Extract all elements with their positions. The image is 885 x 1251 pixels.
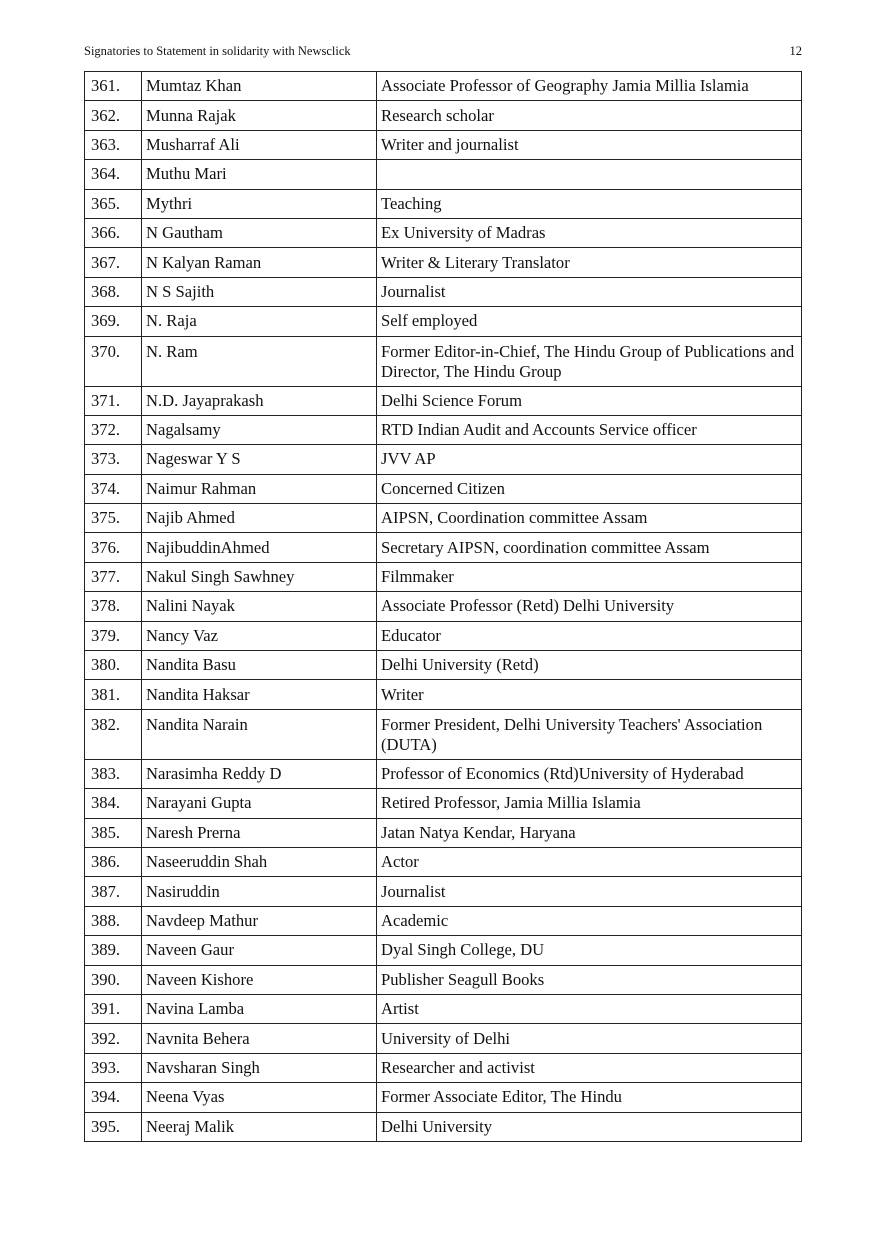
table-row (85, 818, 802, 847)
signatory-affiliation: Self employed (377, 307, 802, 336)
table-row (85, 160, 802, 189)
row-number: 370. (85, 336, 142, 386)
row-number: 395. (85, 1112, 142, 1141)
signatory-affiliation: Former President, Delhi University Teachers' Association (DUTA) (377, 709, 802, 759)
row-number: 393. (85, 1053, 142, 1082)
signatory-name: Nageswar Y S (142, 445, 377, 474)
signatory-name: Mumtaz Khan (142, 72, 377, 101)
signatory-affiliation: Jatan Natya Kendar, Haryana (377, 818, 802, 847)
signatory-name: Nandita Haksar (142, 680, 377, 709)
signatory-name: Navsharan Singh (142, 1053, 377, 1082)
table-row (85, 218, 802, 247)
signatory-name: Navdeep Mathur (142, 906, 377, 935)
row-number: 366. (85, 218, 142, 247)
row-number: 369. (85, 307, 142, 336)
table-row (85, 709, 802, 759)
row-number: 391. (85, 994, 142, 1023)
signatory-name: N Gautham (142, 218, 377, 247)
signatory-affiliation: Filmmaker (377, 562, 802, 591)
signatory-name: N. Ram (142, 336, 377, 386)
signatory-name: Naseeruddin Shah (142, 847, 377, 876)
signatory-affiliation: Writer & Literary Translator (377, 248, 802, 277)
signatory-affiliation: Academic (377, 906, 802, 935)
table-row (85, 1112, 802, 1141)
row-number: 389. (85, 936, 142, 965)
signatory-name: Navina Lamba (142, 994, 377, 1023)
signatory-affiliation: Delhi University (377, 1112, 802, 1141)
signatory-name: Narayani Gupta (142, 789, 377, 818)
signatory-name: Nandita Basu (142, 651, 377, 680)
row-number: 375. (85, 504, 142, 533)
signatory-name: Naimur Rahman (142, 474, 377, 503)
row-number: 363. (85, 130, 142, 159)
row-number: 392. (85, 1024, 142, 1053)
signatory-affiliation: Journalist (377, 877, 802, 906)
signatory-affiliation: Former Associate Editor, The Hindu (377, 1083, 802, 1112)
row-number: 387. (85, 877, 142, 906)
row-number: 380. (85, 651, 142, 680)
signatory-affiliation: Delhi University (Retd) (377, 651, 802, 680)
signatory-name: Naveen Gaur (142, 936, 377, 965)
signatory-name: Nancy Vaz (142, 621, 377, 650)
table-row (85, 1083, 802, 1112)
signatory-affiliation: AIPSN, Coordination committee Assam (377, 504, 802, 533)
row-number: 365. (85, 189, 142, 218)
table-row (85, 474, 802, 503)
row-number: 377. (85, 562, 142, 591)
row-number: 378. (85, 592, 142, 621)
signatory-affiliation: Professor of Economics (Rtd)University of Hyderabad (377, 759, 802, 788)
table-row (85, 651, 802, 680)
signatory-affiliation: Retired Professor, Jamia Millia Islamia (377, 789, 802, 818)
table-row (85, 621, 802, 650)
signatory-affiliation: Publisher Seagull Books (377, 965, 802, 994)
signatory-affiliation: Writer and journalist (377, 130, 802, 159)
table-row (85, 248, 802, 277)
signatory-name: Narasimha Reddy D (142, 759, 377, 788)
table-row (85, 847, 802, 876)
signatory-affiliation: JVV AP (377, 445, 802, 474)
document-title: Signatories to Statement in solidarity with Newsclick (84, 44, 351, 58)
signatory-name: N Kalyan Raman (142, 248, 377, 277)
signatory-affiliation: Delhi Science Forum (377, 386, 802, 415)
table-row (85, 877, 802, 906)
signatory-name: Neeraj Malik (142, 1112, 377, 1141)
row-number: 379. (85, 621, 142, 650)
signatory-name: Najib Ahmed (142, 504, 377, 533)
row-number: 361. (85, 72, 142, 101)
row-number: 362. (85, 101, 142, 130)
table-row (85, 189, 802, 218)
signatory-affiliation: Associate Professor (Retd) Delhi University (377, 592, 802, 621)
table-row (85, 965, 802, 994)
signatory-affiliation (377, 160, 802, 189)
row-number: 388. (85, 906, 142, 935)
signatory-name: Nandita Narain (142, 709, 377, 759)
table-row (85, 504, 802, 533)
signatory-affiliation: Actor (377, 847, 802, 876)
table-row (85, 72, 802, 101)
signatory-name: Naresh Prerna (142, 818, 377, 847)
signatory-name: N S Sajith (142, 277, 377, 306)
signatory-name: Nalini Nayak (142, 592, 377, 621)
signatory-affiliation: Research scholar (377, 101, 802, 130)
signatory-affiliation: Former Editor-in-Chief, The Hindu Group of Publications and Director, The Hindu Group (377, 336, 802, 386)
table-row (85, 680, 802, 709)
signatory-affiliation: University of Delhi (377, 1024, 802, 1053)
signatory-affiliation: Dyal Singh College, DU (377, 936, 802, 965)
table-row (85, 277, 802, 306)
table-row (85, 994, 802, 1023)
row-number: 364. (85, 160, 142, 189)
row-number: 373. (85, 445, 142, 474)
table-row (85, 562, 802, 591)
signatory-affiliation: Researcher and activist (377, 1053, 802, 1082)
row-number: 383. (85, 759, 142, 788)
row-number: 384. (85, 789, 142, 818)
table-row (85, 1053, 802, 1082)
row-number: 385. (85, 818, 142, 847)
signatory-name: Munna Rajak (142, 101, 377, 130)
signatory-name: Nagalsamy (142, 415, 377, 444)
signatories-table (84, 71, 802, 1142)
table-row (85, 592, 802, 621)
table-row (85, 936, 802, 965)
table-row (85, 906, 802, 935)
page-number: 12 (789, 44, 802, 58)
page-header (84, 42, 802, 62)
signatories-table-body (85, 72, 802, 1142)
signatory-name: NajibuddinAhmed (142, 533, 377, 562)
signatory-name: Naveen Kishore (142, 965, 377, 994)
table-row (85, 789, 802, 818)
signatory-name: Nakul Singh Sawhney (142, 562, 377, 591)
signatory-name: Musharraf Ali (142, 130, 377, 159)
signatory-name: Navnita Behera (142, 1024, 377, 1053)
signatory-affiliation: Teaching (377, 189, 802, 218)
signatory-affiliation: Associate Professor of Geography Jamia Millia Islamia (377, 72, 802, 101)
signatory-affiliation: Writer (377, 680, 802, 709)
signatory-affiliation: Artist (377, 994, 802, 1023)
table-row (85, 101, 802, 130)
table-row (85, 336, 802, 386)
table-row (85, 307, 802, 336)
row-number: 386. (85, 847, 142, 876)
table-row (85, 1024, 802, 1053)
row-number: 381. (85, 680, 142, 709)
table-row (85, 415, 802, 444)
row-number: 372. (85, 415, 142, 444)
signatory-affiliation: Concerned Citizen (377, 474, 802, 503)
signatory-name: N. Raja (142, 307, 377, 336)
signatory-name: Mythri (142, 189, 377, 218)
signatory-name: Muthu Mari (142, 160, 377, 189)
table-row (85, 130, 802, 159)
signatory-name: Nasiruddin (142, 877, 377, 906)
signatory-name: Neena Vyas (142, 1083, 377, 1112)
signatory-affiliation: Journalist (377, 277, 802, 306)
table-row (85, 533, 802, 562)
signatory-affiliation: Educator (377, 621, 802, 650)
signatory-affiliation: RTD Indian Audit and Accounts Service officer (377, 415, 802, 444)
table-row (85, 386, 802, 415)
table-row (85, 445, 802, 474)
row-number: 374. (85, 474, 142, 503)
signatory-affiliation: Secretary AIPSN, coordination committee Assam (377, 533, 802, 562)
row-number: 371. (85, 386, 142, 415)
row-number: 382. (85, 709, 142, 759)
row-number: 367. (85, 248, 142, 277)
table-row (85, 759, 802, 788)
signatory-name: N.D. Jayaprakash (142, 386, 377, 415)
row-number: 390. (85, 965, 142, 994)
row-number: 368. (85, 277, 142, 306)
row-number: 394. (85, 1083, 142, 1112)
row-number: 376. (85, 533, 142, 562)
signatory-affiliation: Ex University of Madras (377, 218, 802, 247)
